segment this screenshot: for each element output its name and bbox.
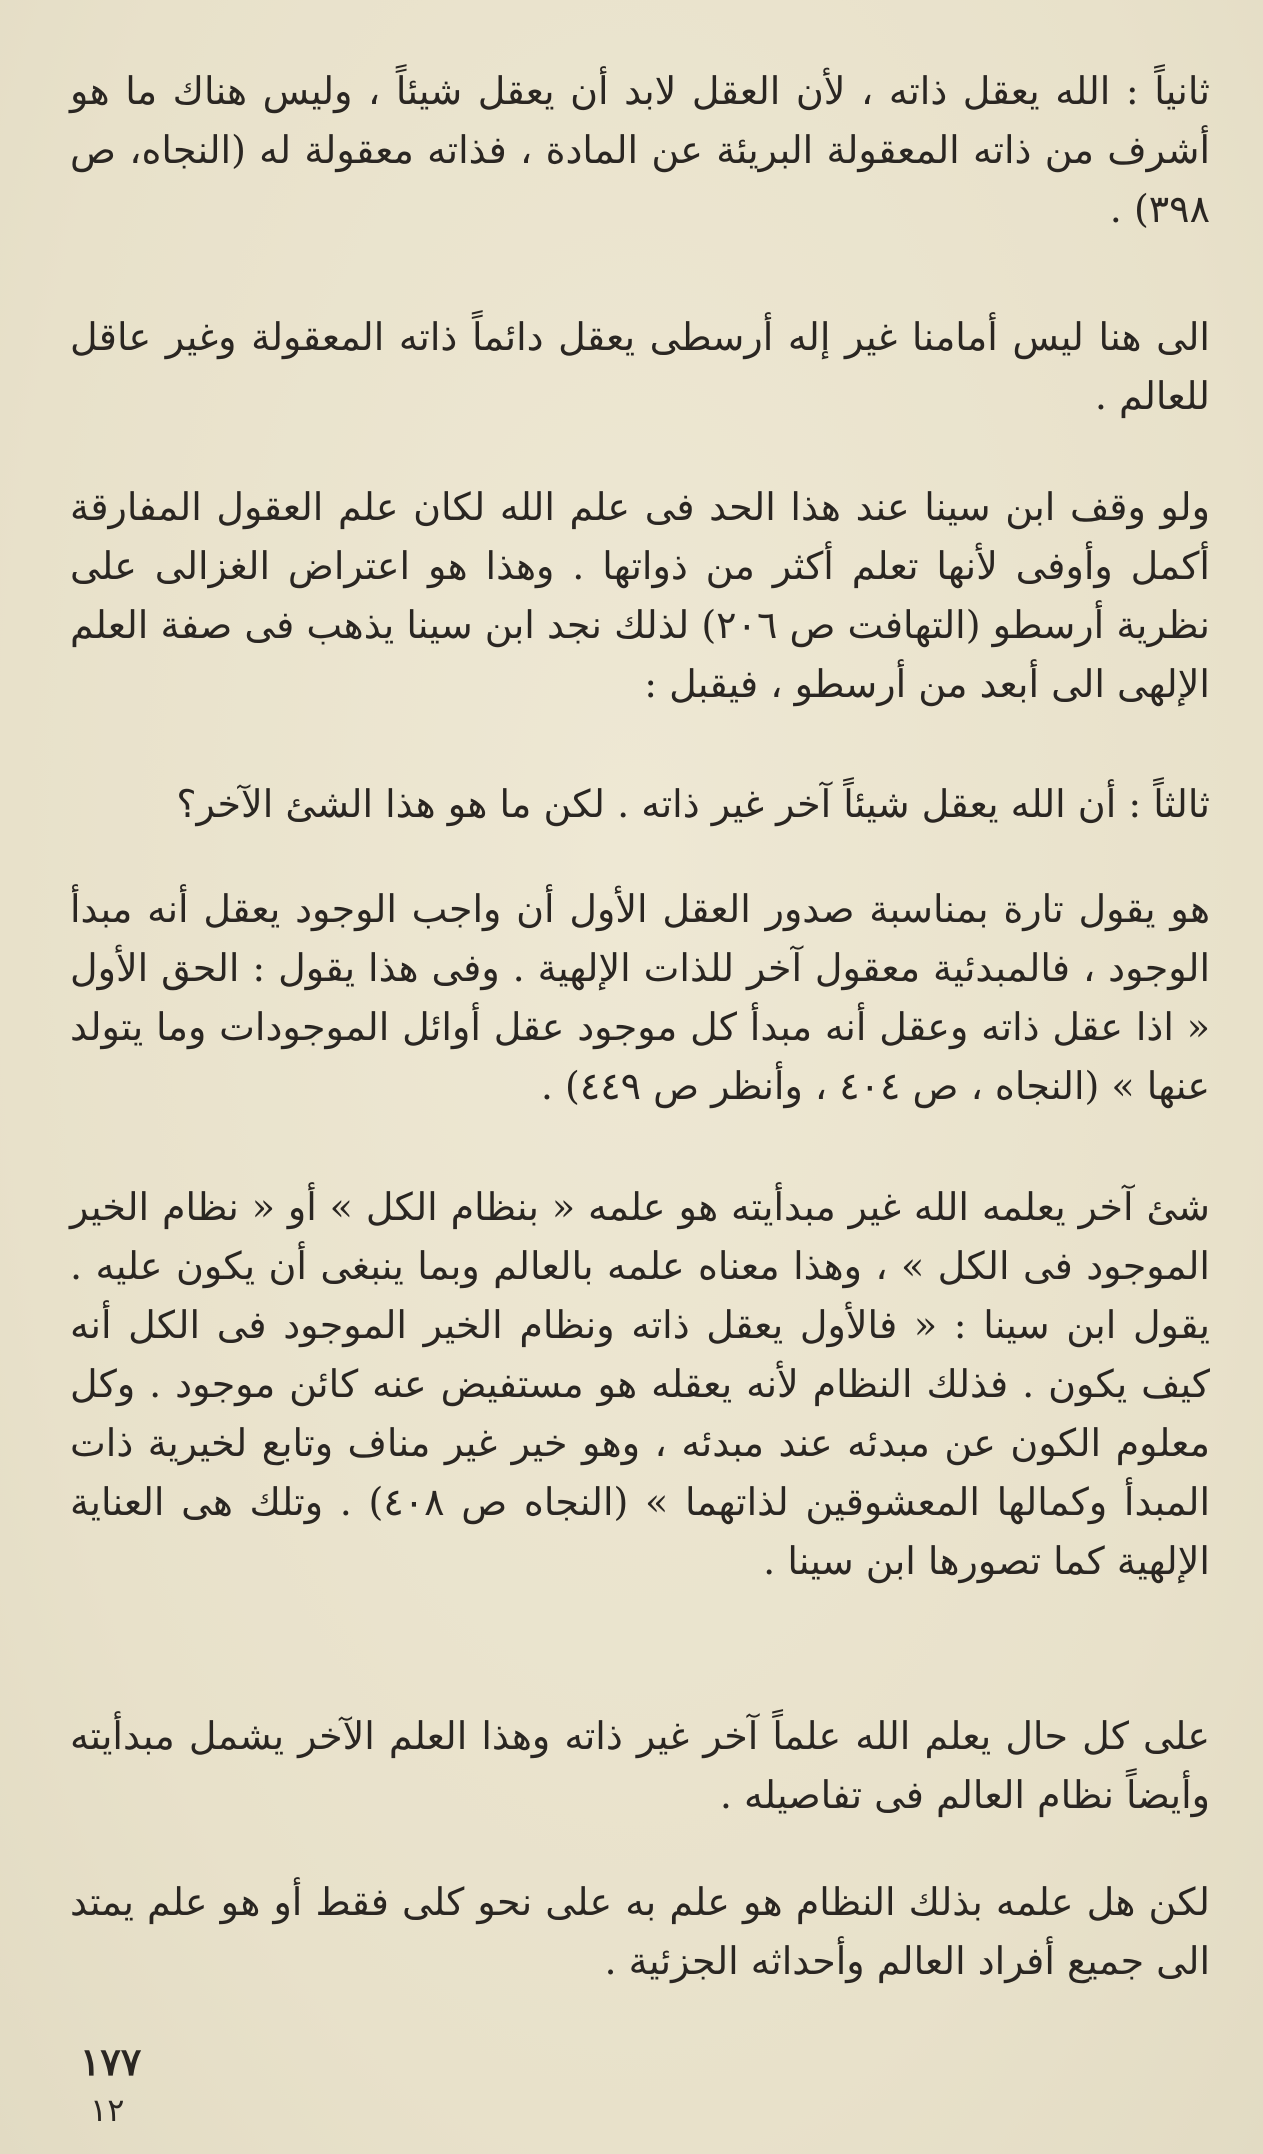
paragraph-other-knowledge: على كل حال يعلم الله علماً آخر غير ذاته وهذا العلم الآخر يشمل مبدأيته وأيضاً نظام العالم فى تفاصيله . bbox=[70, 1714, 1210, 1817]
page-number: ١٧٧ bbox=[80, 2039, 142, 2084]
paragraph-aristotelian-god: الى هنا ليس أمامنا غير إله أرسطى يعقل دائماً ذاته المعقولة وغير عاقل للعالم . bbox=[70, 315, 1210, 418]
paragraph-universal-question: لكن هل علمه بذلك النظام هو علم به على نحو كلى فقط أو هو علم يمتد الى جميع أفراد العالم وأحداثه الجزئية . bbox=[70, 1880, 1210, 1983]
paragraph-ghazali-objection: ولو وقف ابن سينا عند هذا الحد فى علم الله لكان علم العقول المفارقة أكمل وأوفى لأنها تعلم أكثر من ذواتها . وهذا هو اعتراض الغزالى على نظرية أرسطو (التهافت ص ٢٠٦) لذلك نجد ابن سينا يذهب فى صفة العلم الإلهى الى أبعد من أرسطو ، فيقبل : bbox=[70, 485, 1210, 706]
signature-mark: ١٢ bbox=[90, 2091, 125, 2129]
paragraph-secondly: ثانياً : الله يعقل ذاته ، لأن العقل لابد أن يعقل شيئاً ، وليس هناك ما هو أشرف من ذاته المعقولة البريئة عن المادة ، فذاته معقولة له (النجاه، ص ٣٩٨) . bbox=[70, 69, 1210, 231]
paragraph-order-of-all: شئ آخر يعلمه الله غير مبدأيته هو علمه « بنظام الكل » أو « نظام الخير الموجود فى الكل » ، وهذا معناه علمه بالعالم وبما ينبغى أن يكون عليه . يقول ابن سينا : « فالأول يعقل ذاته ونظام الخير الموجود فى الكل أنه كيف يكون . فذلك النظام لأنه يعقله هو مستفيض عنه كائن موجود . وكل معلوم الكون عن مبدئه عند مبدئه ، وهو خير غير مناف وتابع لخيرية ذات المبدأ وكمالها المعشوقين لذاتهما » (النجاه ص ٤٠٨) . وتلك هى العناية الإلهية كما تصورها ابن سينا . bbox=[70, 1185, 1210, 1583]
paragraph-thirdly: ثالثاً : أن الله يعقل شيئاً آخر غير ذاته . لكن ما هو هذا الشئ الآخر؟ bbox=[176, 782, 1210, 826]
paragraph-first-intellect: هو يقول تارة بمناسبة صدور العقل الأول أن واجب الوجود يعقل أنه مبدأ الوجود ، فالمبدئية معقول آخر للذات الإلهية . وفى هذا يقول : الحق الأول « اذا عقل ذاته وعقل أنه مبدأ كل موجود عقل أوائل الموجودات وما يتولد عنها » (النجاه ، ص ٤٠٤ ، وأنظر ص ٤٤٩) . bbox=[70, 887, 1210, 1108]
